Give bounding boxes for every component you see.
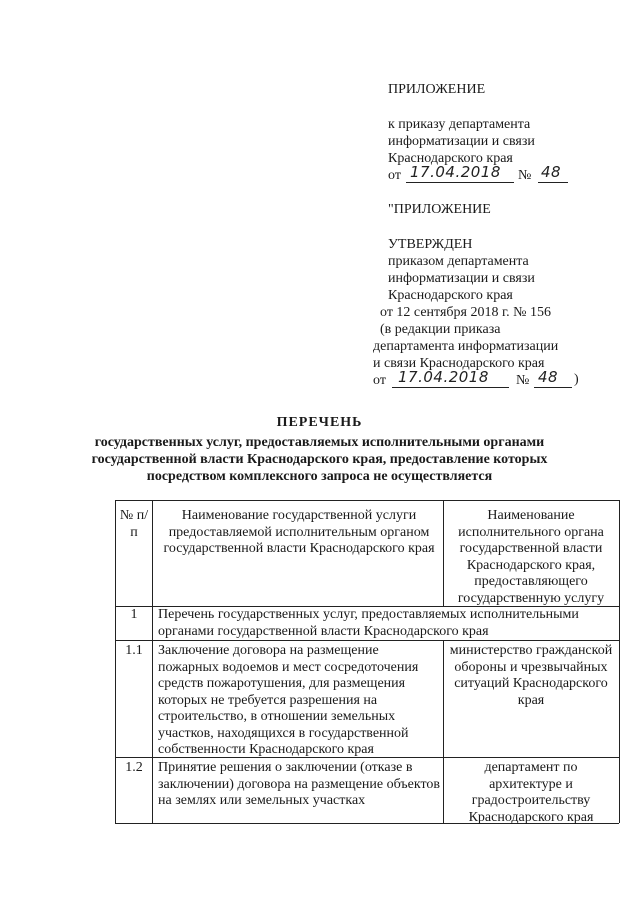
- row-num: 1.2: [125, 760, 143, 775]
- table-border-top: [115, 500, 619, 501]
- table-border-right: [619, 500, 620, 823]
- table-col-divider-2-body: [443, 640, 444, 823]
- number-prefix-2: №: [516, 373, 530, 388]
- date-prefix: от: [388, 168, 401, 183]
- handwritten-date-2: 17.04.2018: [398, 368, 489, 386]
- doc-subtitle-3: посредством комплексного запроса не осуществляется: [146, 469, 493, 484]
- number-underline-2: [534, 387, 572, 388]
- approved-line-2: информатизации и связи: [388, 271, 535, 286]
- doc-subtitle-1: государственных услуг, предоставляемых исполнительными органами: [94, 435, 545, 450]
- order-line-1: к приказу департамента: [388, 117, 531, 132]
- approved-line-6: департамента информатизации: [373, 339, 559, 354]
- order-line-2: информатизации и связи: [388, 134, 535, 149]
- row-service: Принятие решения о заключении (отказе в заключении) договора на размещение объектов на землях или земельных участках: [158, 760, 441, 808]
- close-paren: ): [574, 372, 579, 387]
- handwritten-date: 17.04.2018: [410, 163, 501, 181]
- row-body: департамент по архитектуре и градостроительству Краснодарского края: [468, 760, 594, 825]
- approved-line-7: и связи Краснодарского края: [373, 356, 545, 371]
- appendix-title-quoted: "ПРИЛОЖЕНИЕ: [388, 202, 491, 217]
- table-col-divider-2-header: [443, 500, 444, 606]
- approved-line-5: (в редакции приказа: [380, 322, 501, 337]
- table-col-divider-1: [152, 500, 153, 823]
- header-num: № п/п: [119, 508, 149, 540]
- date-underline: [406, 182, 514, 183]
- approved-line-4: от 12 сентября 2018 г. № 156: [380, 305, 551, 320]
- row-body: министерство гражданской обороны и чрезвычайных ситуаций Краснодарского края: [449, 643, 613, 708]
- row-num: 1.1: [125, 643, 143, 658]
- approved-label: УТВЕРЖДЕН: [388, 237, 473, 252]
- approved-line-1: приказом департамента: [388, 254, 529, 269]
- date-underline-2: [392, 387, 509, 388]
- appendix-title: ПРИЛОЖЕНИЕ: [388, 82, 486, 97]
- table-section-divider: [115, 640, 619, 641]
- number-prefix: №: [518, 168, 532, 183]
- header-service: Наименование государственной услуги предоставляемой исполнительным органом государственной власти Краснодарского края: [163, 508, 435, 556]
- approved-line-3: Краснодарского края: [388, 288, 513, 303]
- doc-subtitle-2: государственной власти Краснодарского края, предоставление которых: [91, 452, 548, 467]
- section-num: 1: [130, 607, 138, 622]
- section-text: Перечень государственных услуг, предоставляемых исполнительными органами государственной власти Краснодарского края: [158, 607, 579, 639]
- doc-heading: ПЕРЕЧЕНЬ: [276, 415, 363, 430]
- header-body: Наименование исполнительного органа государственной власти Краснодарского края, предоставляющего государственную услугу: [457, 508, 605, 606]
- row-service: Заключение договора на размещение пожарных водоемов и мест сосредоточения средств пожаротушения, для размещения которых не требуется разрешения на строительство, в отношении земельных участков, находящихся в государственной собственности Краснодарского края: [158, 643, 419, 757]
- table-border-left: [115, 500, 116, 823]
- order-line-3: Краснодарского края: [388, 151, 513, 166]
- number-underline: [538, 182, 568, 183]
- handwritten-number: 48: [541, 163, 562, 181]
- date-prefix-2: от: [373, 373, 386, 388]
- handwritten-number-2: 48: [538, 368, 559, 386]
